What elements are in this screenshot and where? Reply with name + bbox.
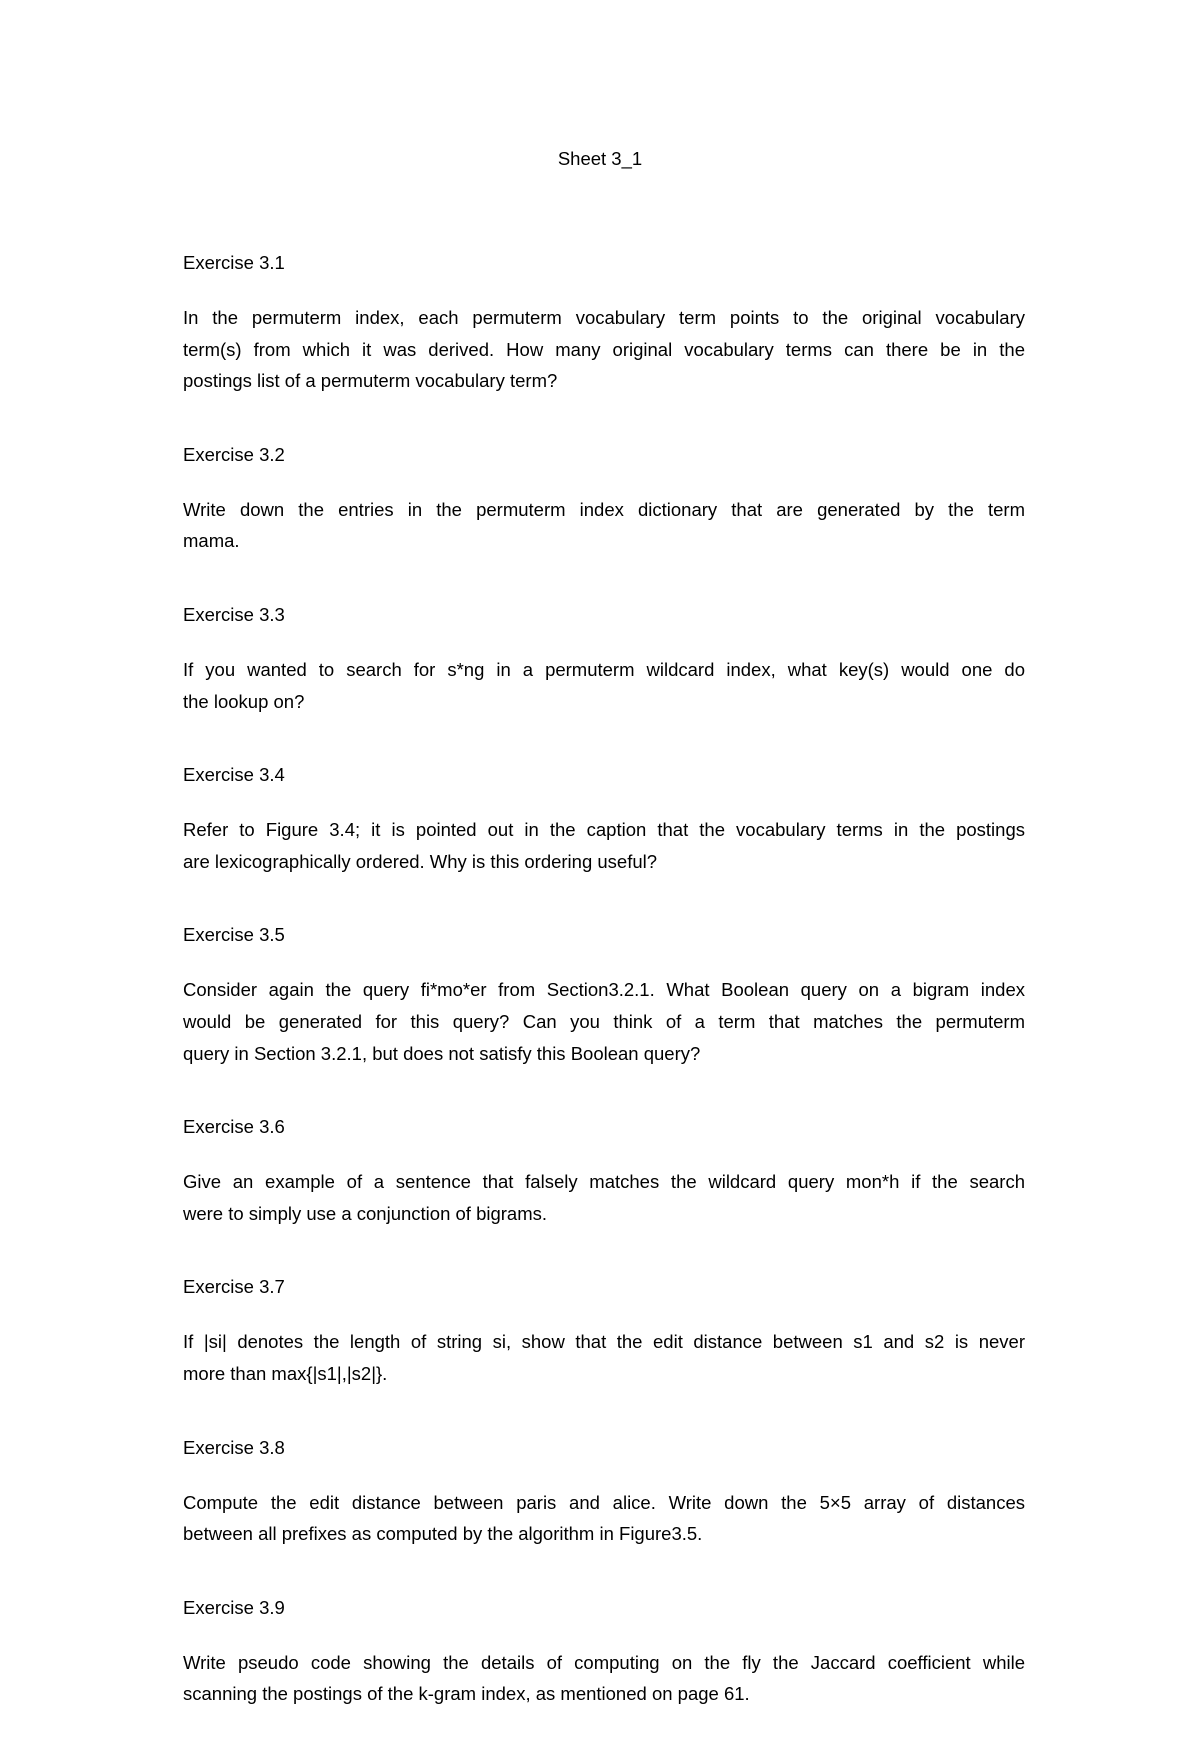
exercise-heading: Exercise 3.4 [183,764,285,786]
exercise-text [183,974,1025,1069]
text-line: Consider again the query fi*mo*er from Section3.2.1. What Boolean query on a bigram index [183,979,1025,1001]
text-line: Compute the edit distance between paris and alice. Write down the 5×5 array of distances [183,1491,1025,1513]
exercise-heading: Exercise 3.1 [183,252,285,273]
exercise-section [183,1115,1025,1229]
exercise-section [183,603,1025,717]
exercise-section [183,251,1025,397]
page-title: Sheet 3_1 [557,148,643,169]
exercise-section [183,763,1025,877]
exercise-heading: Exercise 3.2 [183,443,285,465]
exercise-text [183,494,1025,557]
text-line: In the permuterm index, each permuterm vocabulary term points to the original vocabulary [183,307,1025,328]
text-line: If you wanted to search for s*ng in a permuterm wildcard index, what key(s) would one do [183,658,1025,680]
exercise-heading: Exercise 3.9 [183,1596,285,1618]
exercise-heading: Exercise 3.5 [183,924,285,946]
exercise-list [183,251,1025,1756]
text-line: Refer to Figure 3.4; it is pointed out in the caption that the vocabulary terms in the postings [183,819,1025,841]
exercise-text [183,814,1025,877]
exercise-heading: Exercise 3.8 [183,1436,285,1458]
text-line: mama. [183,530,240,552]
text-line: between all prefixes as computed by the algorithm in Figure3.5. [183,1523,703,1545]
text-line: Write pseudo code showing the details of computing on the fly the Jaccard coefficient while [183,1651,1025,1673]
exercise-section [183,923,1025,1069]
exercise-text [183,1647,1025,1710]
text-line: more than max{|s1|,|s2|}. [183,1362,388,1384]
text-line: the lookup on? [183,690,305,712]
exercise-heading: Exercise 3.6 [183,1116,285,1138]
exercise-section [183,1275,1025,1389]
text-line: If |si| denotes the length of string si, show that the edit distance between s1 and s2 is never [183,1331,1025,1353]
exercise-section [183,1436,1025,1550]
exercise-text [183,1166,1025,1229]
text-line: scanning the postings of the k-gram index, as mentioned on page 61. [183,1683,750,1705]
text-line: query in Section 3.2.1, but does not satisfy this Boolean query? [183,1042,701,1064]
exercise-text [183,302,1025,397]
exercise-heading: Exercise 3.7 [183,1276,285,1298]
text-line: Give an example of a sentence that falsely matches the wildcard query mon*h if the search [183,1171,1025,1193]
exercise-text [183,1487,1025,1550]
text-line: postings list of a permuterm vocabulary term? [183,370,558,392]
exercise-text [183,1326,1025,1389]
exercise-section [183,443,1025,557]
text-line: are lexicographically ordered. Why is this ordering useful? [183,850,658,872]
exercise-section [183,1596,1025,1710]
exercise-heading: Exercise 3.3 [183,603,285,625]
text-line: Write down the entries in the permuterm index dictionary that are generated by the term [183,498,1025,520]
text-line: would be generated for this query? Can you think of a term that matches the permuterm [183,1010,1025,1032]
exercise-text [183,654,1025,717]
text-line: were to simply use a conjunction of bigrams. [183,1202,548,1224]
text-line: term(s) from which it was derived. How many original vocabulary terms can there be in the [183,338,1025,360]
